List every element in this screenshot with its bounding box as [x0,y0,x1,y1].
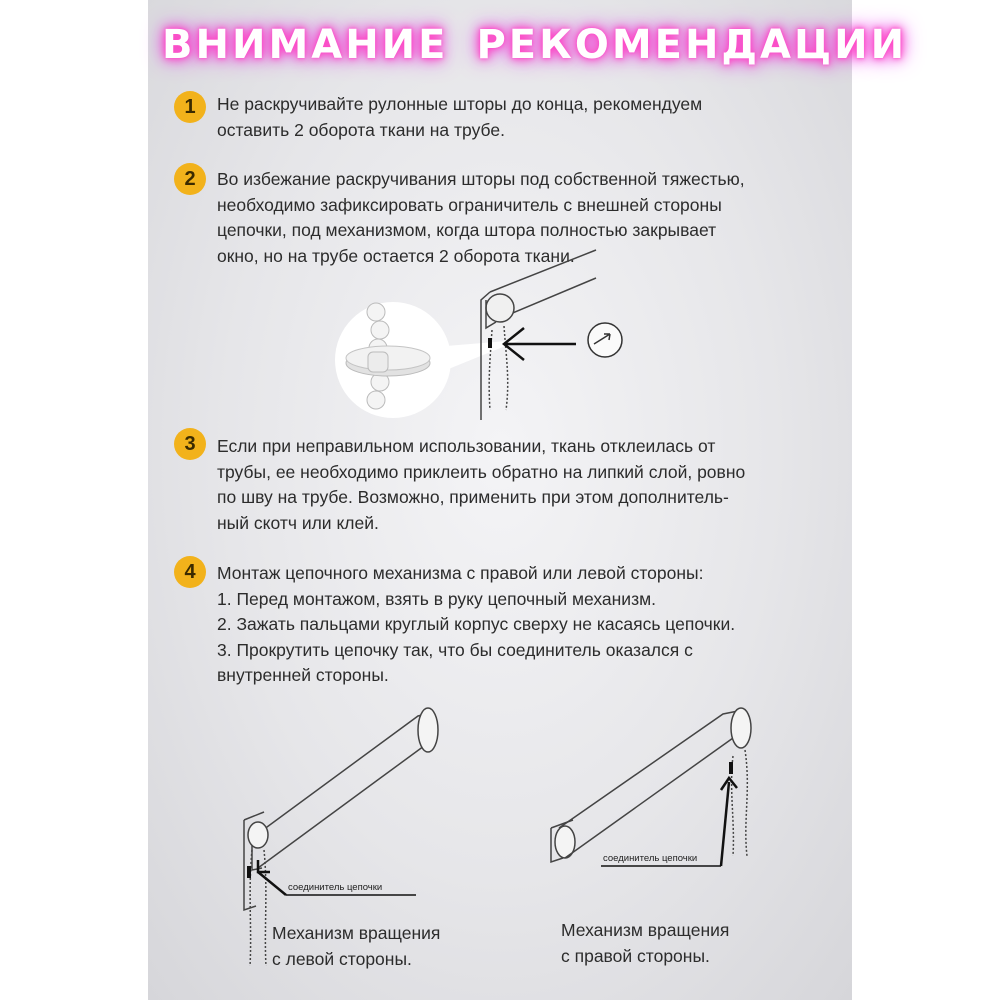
right-caption [561,917,729,969]
text-line: оставить 2 оборота ткани на трубе. [217,119,505,140]
stopper-illustration [328,260,668,440]
caption-line: Механизм вращения [272,923,441,943]
text-line: Не раскручивайте рулонные шторы до конца, рекомендуем [217,94,703,114]
roller-tube-icon [551,708,751,862]
text-line: трубы, ее необходимо приклеить обратно на липкий слой, ровно [217,461,746,482]
connector-label: соединитель цепочки [603,853,698,864]
rotate-icon [588,323,622,357]
step-2-text [217,167,837,269]
text-line: 3. Прокрутить цепочку так, что бы соединитель оказался с [217,639,693,660]
step-badge-4: 4 [174,556,206,588]
text-line: необходимо зафиксировать ограничитель с внешней стороны [217,194,722,215]
right-mechanism-diagram [543,700,783,900]
text-line: 1. Перед монтажом, взять в руку цепочный механизм. [217,588,657,609]
instruction-sheet [148,0,908,1000]
text-line: цепочки, под механизмом, когда штора полностью закрывает [217,220,717,240]
text-line: по шву на трубе. Возможно, применить при этом дополнитель- [217,487,729,507]
title-word-1: ВНИМАНИЕ [162,22,449,68]
text-line: 2. Зажать пальцами круглый корпус сверху не касаясь цепочки. [217,614,736,634]
chain-connector [729,762,733,774]
roller-bracket-icon [481,250,596,420]
chain-connector [247,866,251,878]
arrow-icon [721,778,737,866]
caption-line: Механизм вращения [561,920,730,940]
step-badge-1: 1 [174,91,206,123]
text-line: ный скотч или клей. [217,512,379,533]
page-title [148,22,908,68]
left-caption [272,920,440,972]
chain-connector [488,338,492,348]
text-line: внутренней стороны. [217,665,389,685]
step-3-text [217,434,837,536]
step-1-text [217,92,837,143]
arrow-icon [504,328,576,360]
text-line: Монтаж цепочного механизма с правой или левой стороны: [217,563,704,583]
stopper-icon [346,346,430,376]
caption-line: с правой стороны. [561,946,710,966]
connector-label: соединитель цепочки [288,882,383,893]
text-line: окно, но на трубе остается 2 оборота ткани. [217,245,575,266]
step-4-text [217,561,837,689]
step-badge-3: 3 [174,428,206,460]
text-line: Во избежание раскручивания шторы под собственной тяжестью, [217,169,745,189]
caption-line: с левой стороны. [272,949,412,969]
title-word-2: РЕКОМЕНДАЦИИ [476,22,908,68]
step-badge-2: 2 [174,163,206,195]
text-line: Если при неправильном использовании, ткань отклеилась от [217,436,716,456]
